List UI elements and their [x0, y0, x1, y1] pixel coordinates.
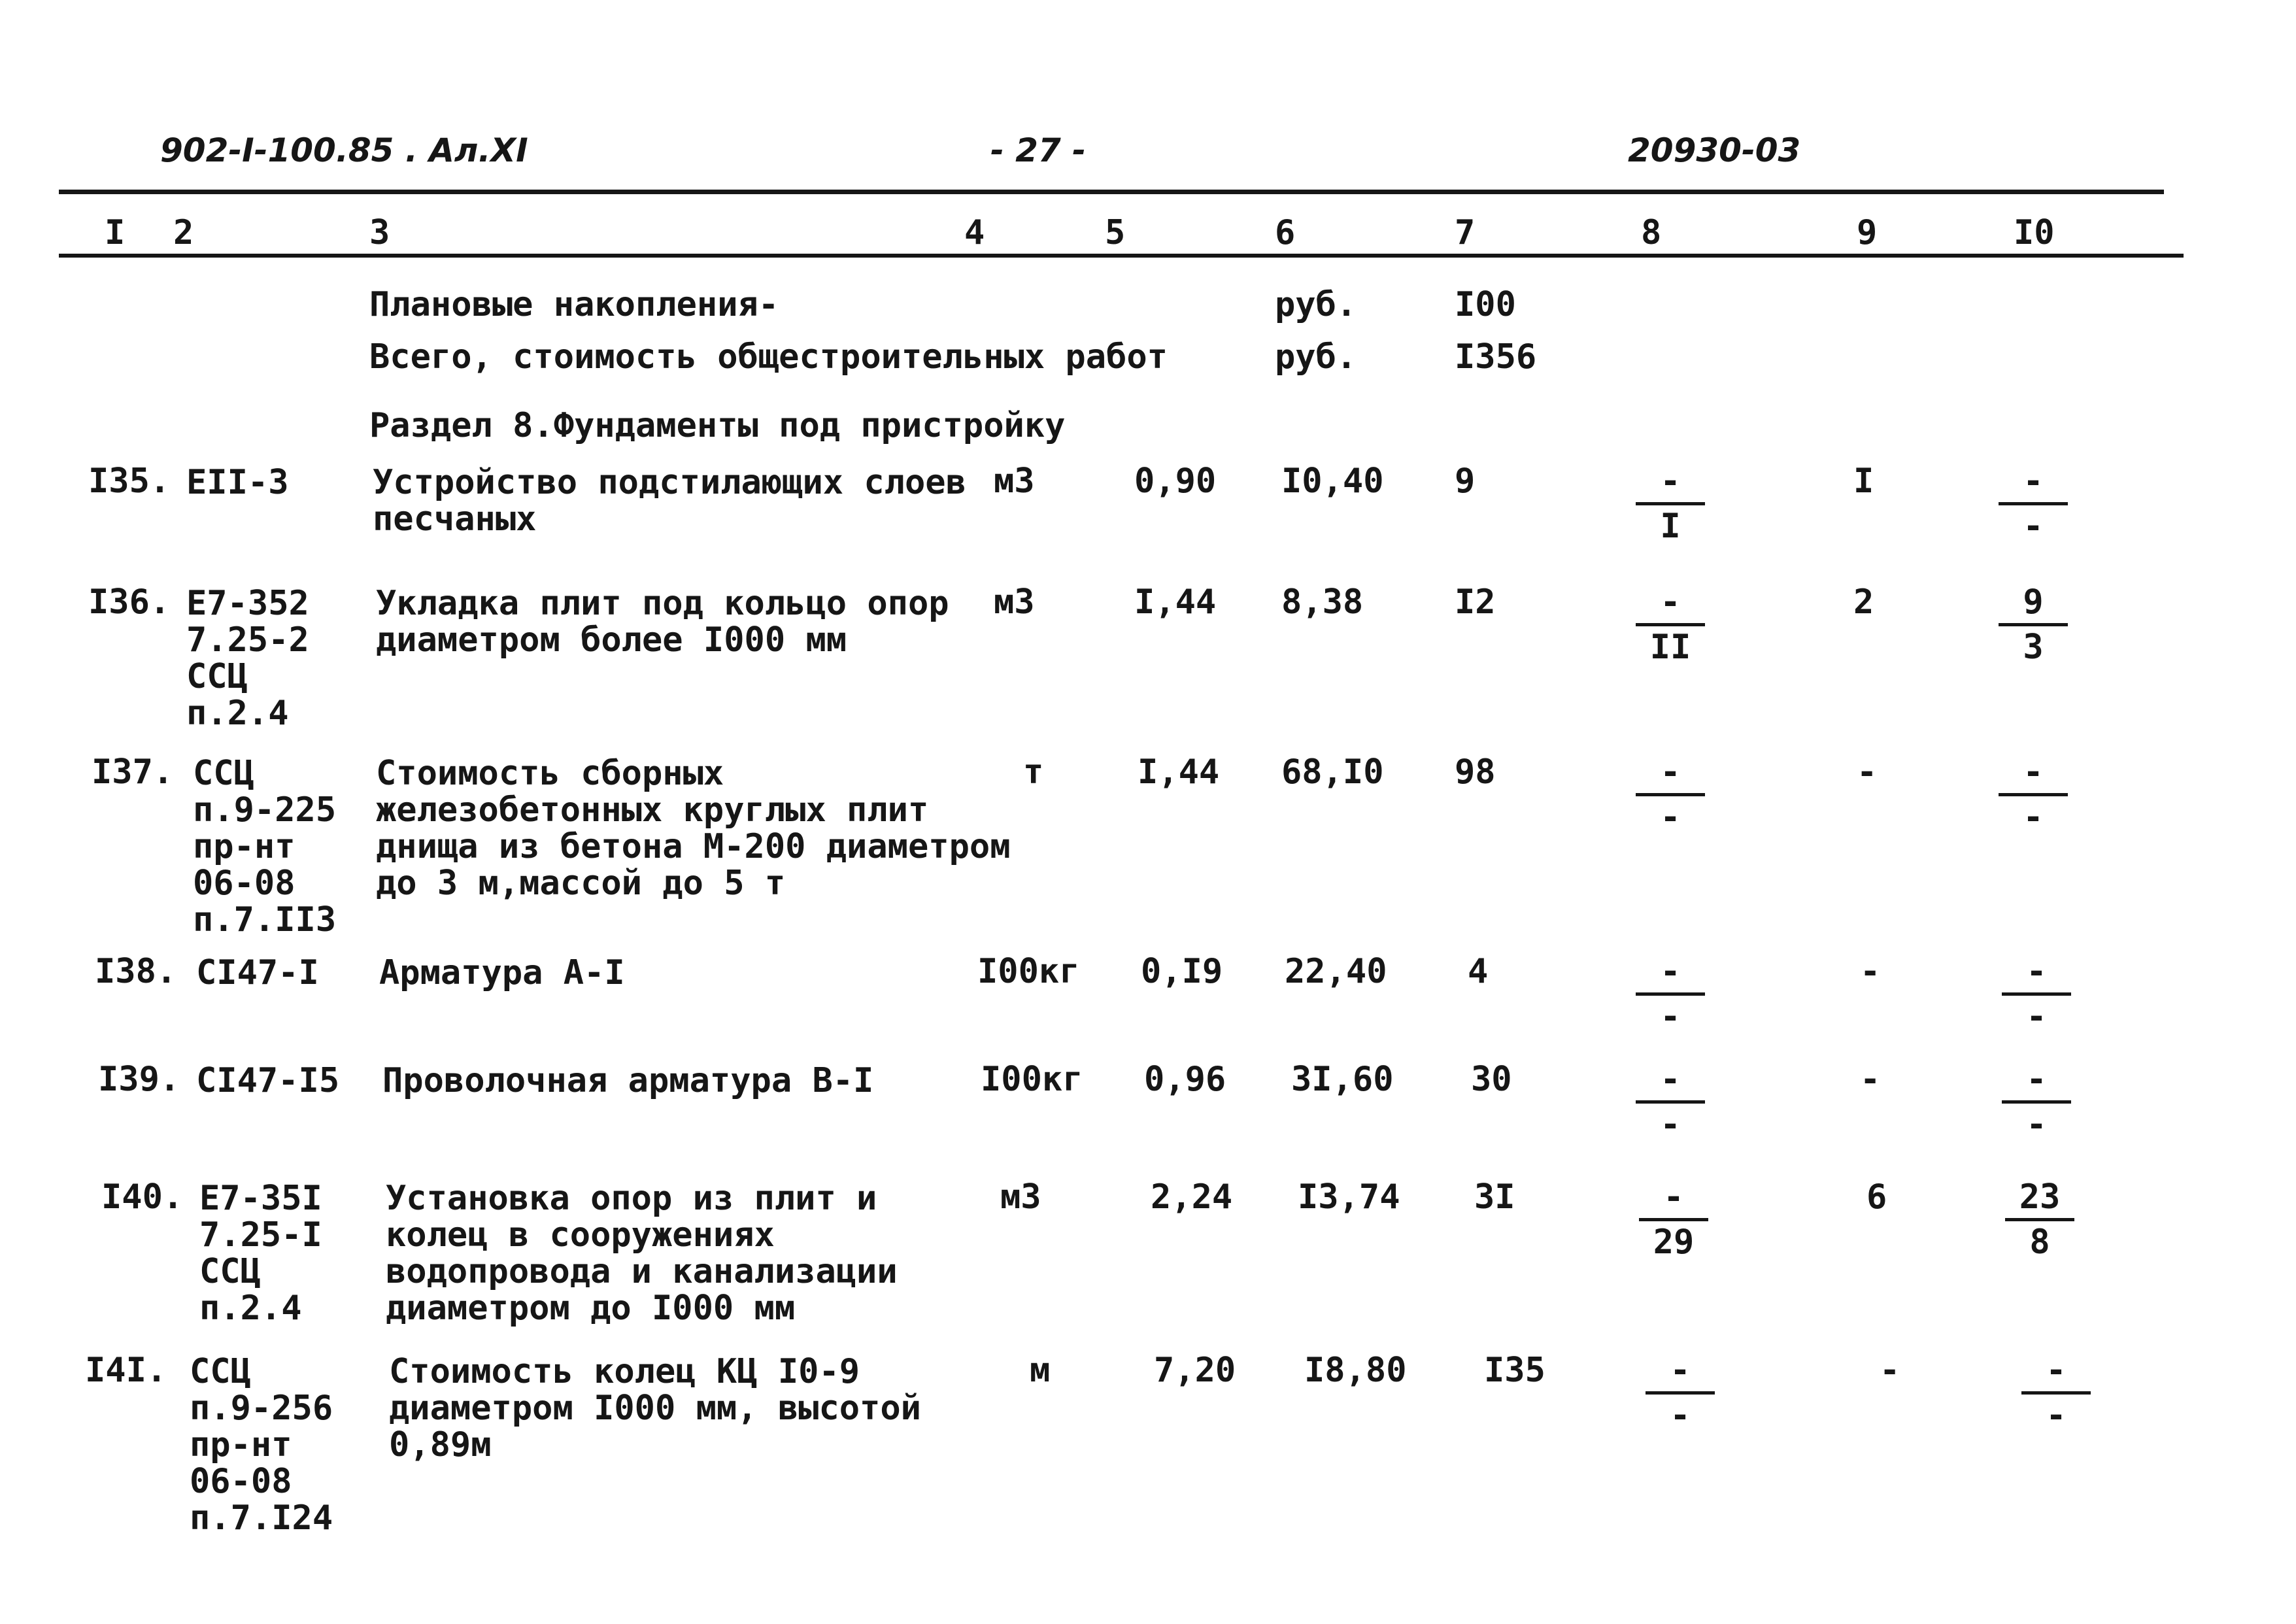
row-unit: м3: [994, 583, 1035, 622]
fraction-top: -: [1670, 1351, 1691, 1390]
row-col10-fraction: [1991, 464, 2076, 546]
fraction-top: -: [1663, 1177, 1684, 1217]
row-price: 3I,60: [1291, 1060, 1394, 1099]
fraction-bar: [1636, 793, 1705, 796]
top-rule: [59, 190, 2164, 194]
row-col8-fraction: [1628, 585, 1713, 667]
row-price: I3,74: [1298, 1177, 1400, 1217]
fraction-bottom: 29: [1653, 1223, 1695, 1262]
row-unit: м3: [994, 462, 1035, 501]
row-col9: I: [1853, 462, 1874, 501]
fraction-bottom: -: [2023, 507, 2044, 546]
totals-value: I356: [1455, 337, 1537, 377]
row-quantity: 0,I9: [1141, 952, 1223, 991]
row-price: 22,40: [1285, 952, 1387, 991]
fraction-bottom: -: [1660, 798, 1681, 837]
row-col10-fraction: [1994, 1062, 2079, 1144]
row-quantity: 0,96: [1144, 1060, 1226, 1099]
row-price: 68,I0: [1281, 753, 1384, 792]
row-cost: I2: [1455, 583, 1496, 622]
row-number: I40.: [101, 1177, 184, 1217]
fraction-bar: [2002, 992, 2071, 996]
row-code: E7-352 7.25-2 ССЦ п.2.4: [186, 584, 309, 733]
row-unit: т: [1023, 753, 1044, 792]
row-description: Стоимость сборных железобетонных круглых плит днища из бетона М-200 диаметром до 3 м,массой до 5 т: [376, 754, 1011, 903]
column-header: 5: [1105, 213, 1126, 252]
totals-label: Плановые накопления-: [369, 285, 779, 324]
row-number: I35.: [88, 462, 171, 501]
fraction-bottom: -: [2026, 997, 2047, 1036]
fraction-bar: [2021, 1391, 2091, 1395]
row-quantity: 7,20: [1154, 1351, 1236, 1390]
fraction-bar: [1999, 502, 2068, 505]
row-number: I37.: [92, 753, 174, 792]
row-col10-fraction: [1991, 585, 2076, 667]
row-number: I36.: [88, 583, 171, 622]
fraction-bottom: -: [2026, 1105, 2047, 1144]
fraction-bottom: I: [1660, 507, 1681, 546]
fraction-top: -: [1660, 583, 1681, 622]
fraction-top: -: [1660, 462, 1681, 501]
section-title: Раздел 8.Фундаменты под пристройку: [369, 406, 1066, 445]
fraction-bottom: 3: [2023, 628, 2044, 667]
row-col10-fraction: [1991, 755, 2076, 837]
fraction-top: 23: [2019, 1177, 2061, 1217]
totals-unit: руб.: [1275, 337, 1357, 377]
row-cost: 9: [1455, 462, 1476, 501]
row-code: ССЦ п.9-225 пр-нт 06-08 п.7.II3: [193, 754, 337, 939]
column-header: I: [105, 213, 126, 252]
fraction-bar: [1646, 1391, 1715, 1395]
row-quantity: 0,90: [1134, 462, 1217, 501]
fraction-bar: [1999, 623, 2068, 626]
row-col10-fraction: [1997, 1177, 2082, 1262]
row-description: Укладка плит под кольцо опор диаметром более I000 мм: [376, 584, 949, 660]
row-description: Проволочная арматура В-I: [382, 1061, 874, 1100]
fraction-top: -: [1660, 952, 1681, 991]
totals-label: Всего, стоимость общестроительных работ: [369, 337, 1168, 377]
row-number: I4I.: [85, 1351, 167, 1390]
fraction-bar: [2002, 1100, 2071, 1104]
column-header: 9: [1857, 213, 1878, 252]
row-code: CI47-I5: [196, 1061, 340, 1100]
document-number: 20930-03: [1628, 131, 1801, 169]
fraction-top: 9: [2023, 583, 2044, 622]
row-cost: 3I: [1474, 1177, 1515, 1217]
column-header: 6: [1275, 213, 1296, 252]
row-description: Стоимость колец КЦ I0-9 диаметром I000 мм, высотой 0,89м: [389, 1352, 921, 1464]
row-unit: I00кг: [977, 952, 1080, 991]
row-cost: 98: [1455, 753, 1496, 792]
fraction-bar: [1999, 793, 2068, 796]
fraction-bar: [1636, 623, 1705, 626]
fraction-bottom: -: [1670, 1396, 1691, 1435]
fraction-bottom: -: [1660, 1105, 1681, 1144]
row-number: I39.: [98, 1060, 180, 1099]
row-col8-fraction: [1628, 755, 1713, 837]
row-cost: 30: [1471, 1060, 1512, 1099]
fraction-bar: [1636, 1100, 1705, 1104]
row-col9: -: [1860, 1060, 1881, 1099]
row-price: 8,38: [1281, 583, 1364, 622]
row-code: EII-3: [186, 463, 289, 502]
column-header: 7: [1455, 213, 1476, 252]
row-description: Устройство подстилающих слоев песчаных: [373, 463, 966, 539]
row-code: CI47-I: [196, 953, 319, 992]
column-header: I0: [2014, 213, 2055, 252]
row-number: I38.: [95, 952, 177, 991]
totals-value: I00: [1455, 285, 1516, 324]
row-unit: м3: [1000, 1177, 1041, 1217]
fraction-top: -: [2023, 462, 2044, 501]
row-col9: -: [1857, 753, 1878, 792]
row-description: Арматура А-I: [379, 953, 625, 992]
fraction-bar: [2005, 1218, 2074, 1221]
row-col9: -: [1880, 1351, 1900, 1390]
row-code: ССЦ п.9-256 пр-нт 06-08 п.7.I24: [190, 1352, 333, 1538]
row-col8-fraction: [1628, 1062, 1713, 1144]
row-cost: I35: [1484, 1351, 1545, 1390]
row-cost: 4: [1468, 952, 1489, 991]
header-rule: [59, 254, 2184, 258]
fraction-top: -: [2026, 952, 2047, 991]
fraction-top: -: [1660, 753, 1681, 792]
row-col8-fraction: [1628, 952, 1713, 1036]
fraction-bottom: -: [1660, 997, 1681, 1036]
page-number: - 27 -: [990, 131, 1086, 169]
fraction-top: -: [2026, 1060, 2047, 1099]
fraction-bar: [1639, 1218, 1708, 1221]
fraction-bar: [1636, 502, 1705, 505]
row-col8-fraction: [1631, 1177, 1716, 1262]
fraction-bottom: -: [2023, 798, 2044, 837]
row-code: E7-35I 7.25-I ССЦ п.2.4: [199, 1179, 322, 1328]
document-code: 902-I-100.85 . Ал.XI: [160, 131, 528, 169]
fraction-top: -: [2023, 753, 2044, 792]
row-quantity: 2,24: [1151, 1177, 1233, 1217]
row-col8-fraction: [1628, 464, 1713, 546]
row-unit: м: [1030, 1351, 1051, 1390]
column-header: 8: [1641, 213, 1662, 252]
column-header: 3: [369, 213, 390, 252]
fraction-bottom: -: [2046, 1396, 2067, 1435]
fraction-top: -: [2046, 1351, 2067, 1390]
row-col9: 6: [1866, 1177, 1887, 1217]
row-col10-fraction: [1994, 952, 2079, 1036]
row-col9: 2: [1853, 583, 1874, 622]
column-header: 2: [173, 213, 194, 252]
row-description: Установка опор из плит и колец в сооружениях водопровода и канализации диаметром до I000 мм: [386, 1179, 898, 1328]
row-price: I0,40: [1281, 462, 1384, 501]
row-col9: -: [1860, 952, 1881, 991]
column-header: 4: [964, 213, 985, 252]
fraction-bar: [1636, 992, 1705, 996]
fraction-bottom: 8: [2029, 1223, 2050, 1262]
row-quantity: I,44: [1138, 753, 1220, 792]
row-col8-fraction: [1638, 1353, 1723, 1435]
fraction-bottom: II: [1649, 628, 1691, 667]
row-unit: I00кг: [981, 1060, 1083, 1099]
row-col10-fraction: [2014, 1353, 2099, 1435]
totals-unit: руб.: [1275, 285, 1357, 324]
fraction-top: -: [1660, 1060, 1681, 1099]
row-price: I8,80: [1304, 1351, 1407, 1390]
row-quantity: I,44: [1134, 583, 1217, 622]
